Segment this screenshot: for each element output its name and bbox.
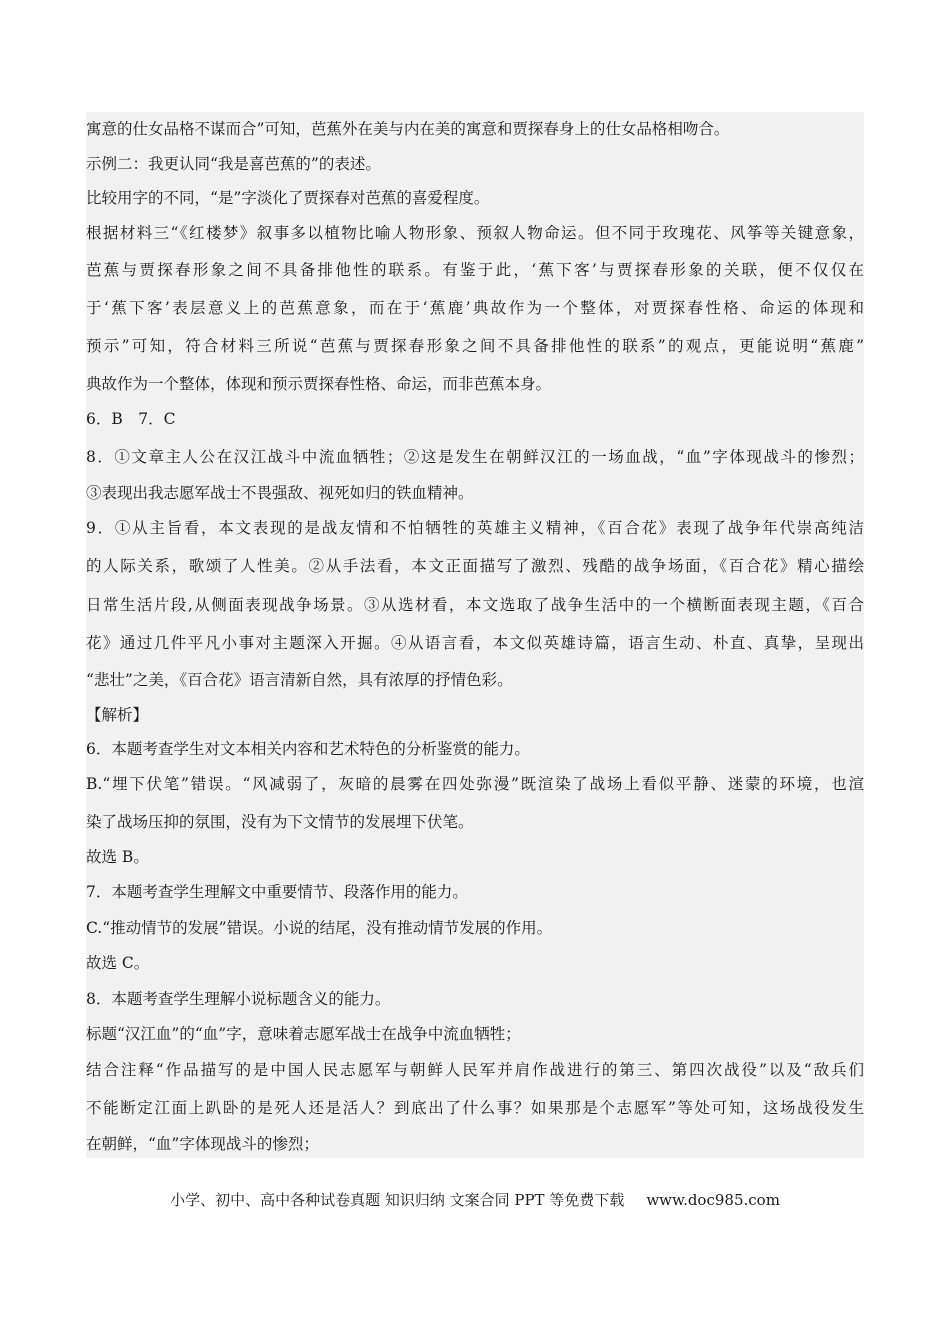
text-line: 在朝鲜，“血”字体现战斗的惨烈； bbox=[86, 1135, 319, 1153]
footer-url: www.doc985.com bbox=[646, 1191, 780, 1209]
text-line: 花》通过几件平凡小事对主题深入开掘。④从语言看，本文似英雄诗篇，语言生动、朴直、真挚，呈现出 bbox=[86, 634, 864, 652]
text-line: 芭蕉与贾探春形象之间不具备排他性的联系。有鉴于此，‘蕉下客’与贾探春形象的关联，便不仅仅在 bbox=[86, 261, 864, 279]
text-line: ③表现出我志愿军战士不畏强敌、视死如归的铁血精神。 bbox=[86, 484, 474, 502]
text-line: 结合注释“作品描写的是中国人民志愿军与朝鲜人民军并肩作战进行的第三、第四次战役”以及“敌兵们 bbox=[86, 1061, 864, 1079]
document-body bbox=[86, 112, 864, 1158]
answer-line: 8．①文章主人公在汉江战斗中流血牺牲；②这是发生在朝鲜汉江的一场血战，“血”字体现战斗的惨烈； bbox=[86, 448, 864, 466]
text-line: 不能断定江面上趴卧的是死人还是活人？到底出了什么事？如果那是个志愿军”等处可知，这场战役发生 bbox=[86, 1099, 864, 1117]
text-line: 染了战场压抑的氛围，没有为下文情节的发展埋下伏笔。 bbox=[86, 813, 474, 831]
text-line: 比较用字的不同，“是”字淡化了贾探春对芭蕉的喜爱程度。 bbox=[86, 189, 490, 207]
text-line: B.“埋下伏笔”错误。“风减弱了，灰暗的晨雾在四处弥漫”既渲染了战场上看似平静、迷蒙的环境，也渲 bbox=[86, 775, 864, 793]
text-line: 7．本题考查学生理解文中重要情节、段落作用的能力。 bbox=[86, 883, 468, 901]
text-line: 8．本题考查学生理解小说标题含义的能力。 bbox=[86, 990, 391, 1008]
text-line: 故选 C。 bbox=[86, 954, 150, 972]
text-line: 典故作为一个整体，体现和预示贾探春性格、命运，而非芭蕉本身。 bbox=[86, 375, 552, 393]
answer-line: 9．①从主旨看，本文表现的是战友情和不怕牺牲的英雄主义精神，《百合花》表现了战争年代崇高纯洁 bbox=[86, 519, 864, 537]
text-line: 6．本题考查学生对文本相关内容和艺术特色的分析鉴赏的能力。 bbox=[86, 740, 530, 758]
footer-text: 小学、初中、高中各种试卷真题 知识归纳 文案合同 PPT 等免费下载 bbox=[170, 1191, 625, 1209]
text-line: 预示”可知，符合材料三所说“芭蕉与贾探春形象之间不具备排他性的联系”的观点，更能说明“蕉鹿” bbox=[86, 337, 864, 355]
text-line: 的人际关系，歌颂了人性美。②从手法看，本文正面描写了激烈、残酷的战争场面，《百合花》精心描绘 bbox=[86, 557, 864, 575]
text-line: 于‘蕉下客’表层意义上的芭蕉意象，而在于‘蕉鹿’典故作为一个整体，对贾探春性格、命运的体现和 bbox=[86, 299, 864, 317]
text-line: C.“推动情节的发展”错误。小说的结尾，没有推动情节发展的作用。 bbox=[86, 919, 553, 937]
text-line: 示例二：我更认同“我是喜芭蕉的”的表述。 bbox=[86, 155, 381, 173]
answer-line: 6．B 7．C bbox=[86, 410, 176, 428]
text-line: 故选 B。 bbox=[86, 848, 149, 866]
section-heading: 【解析】 bbox=[86, 706, 149, 724]
page-footer bbox=[0, 1190, 950, 1210]
text-line: 日常生活片段,从侧面表现战争场景。③从选材看，本文选取了战争生活中的一个横断面表现主题，《百合 bbox=[86, 596, 864, 614]
text-line: 标题“汉江血”的“血”字，意味着志愿军战士在战争中流血牺牲； bbox=[86, 1025, 521, 1043]
text-line: “悲壮”之美，《百合花》语言清新自然，具有浓厚的抒情色彩。 bbox=[86, 671, 513, 689]
text-line: 寓意的仕女品格不谋而合”可知，芭蕉外在美与内在美的寓意和贾探春身上的仕女品格相吻合。 bbox=[86, 120, 730, 138]
text-line: 根据材料三“《红楼梦》叙事多以植物比喻人物形象、预叙人物命运。但不同于玫瑰花、风筝等关键意象， bbox=[86, 224, 864, 242]
